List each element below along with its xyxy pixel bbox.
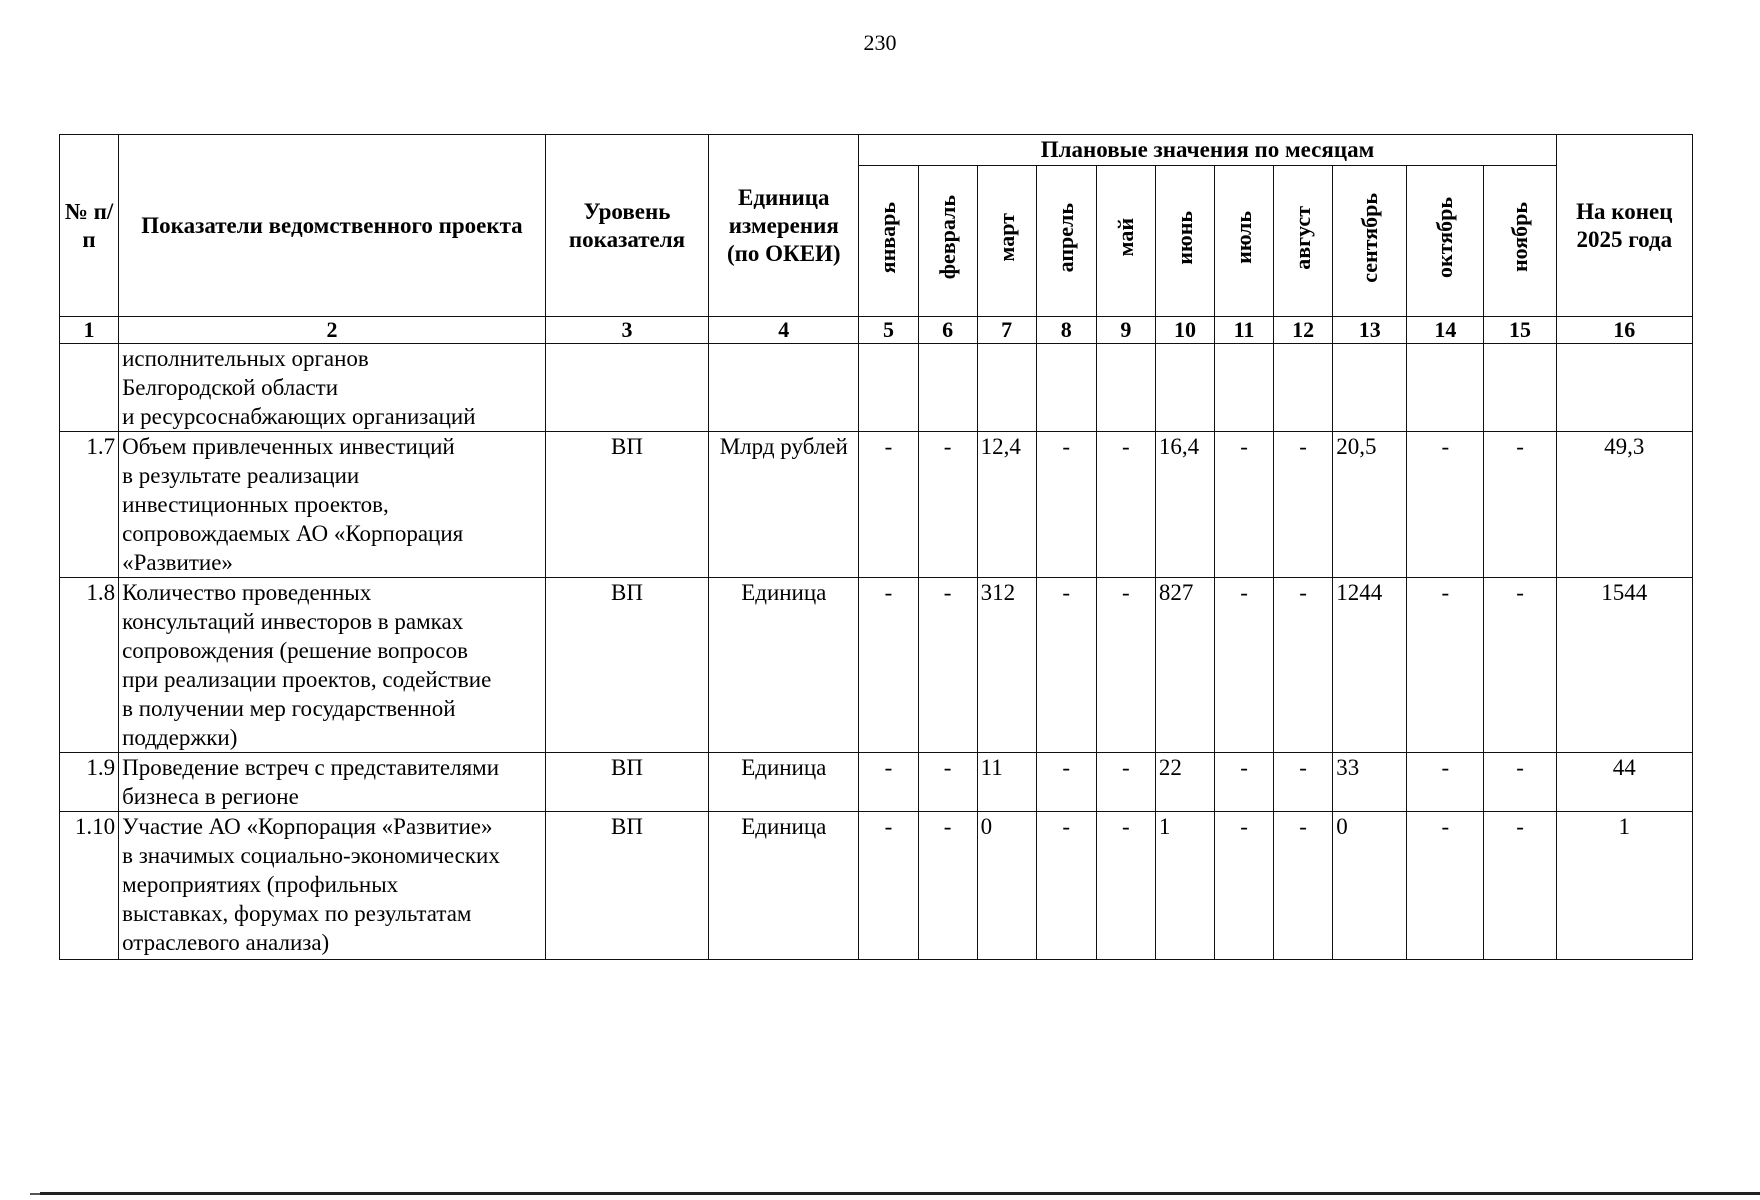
column-number: 6 (918, 317, 977, 344)
indicator-name-line: Объем привлеченных инвестиций (122, 434, 455, 459)
indicator-level (545, 344, 708, 432)
month-value (1333, 344, 1407, 432)
month-value: 20,5 (1333, 432, 1407, 578)
row-number: 1.7 (60, 432, 119, 578)
indicators-table (59, 134, 1693, 960)
table-body (60, 344, 1693, 960)
month-value: - (1274, 812, 1333, 960)
indicator-name (119, 812, 546, 960)
column-number: 14 (1407, 317, 1484, 344)
month-value: - (1215, 432, 1274, 578)
month-value: - (1484, 578, 1556, 753)
month-value: - (1274, 432, 1333, 578)
indicator-name-line: Количество проведенных (122, 580, 372, 605)
header-month (977, 166, 1036, 317)
month-label: январь (875, 201, 901, 274)
header-month (1155, 166, 1214, 317)
month-value: - (1215, 578, 1274, 753)
month-value (977, 344, 1036, 432)
header-month (1036, 166, 1096, 317)
column-number: 13 (1333, 317, 1407, 344)
month-value: - (1407, 578, 1484, 753)
column-numbers-row (60, 317, 1693, 344)
month-value: - (1484, 432, 1556, 578)
column-number: 12 (1274, 317, 1333, 344)
month-value (1274, 344, 1333, 432)
indicator-level: ВП (545, 753, 708, 812)
month-label: ноябрь (1507, 202, 1533, 273)
header-month (1215, 166, 1274, 317)
column-number: 2 (119, 317, 546, 344)
header-no: № п/п (60, 135, 119, 317)
month-label: апрель (1053, 202, 1079, 273)
month-value: 16,4 (1155, 432, 1214, 578)
end-of-year-value: 1 (1556, 812, 1692, 960)
month-label: май (1112, 218, 1138, 257)
indicator-name-line: в значимых социально-экономических (122, 843, 500, 868)
table-row (60, 753, 1693, 812)
month-value: 0 (977, 812, 1036, 960)
indicator-name (119, 753, 546, 812)
bottom-rule (40, 1192, 1760, 1195)
month-value: - (1274, 753, 1333, 812)
month-value (1096, 344, 1155, 432)
indicator-unit (709, 344, 859, 432)
indicator-name-line: бизнеса в регионе (122, 784, 299, 809)
row-number: 1.10 (60, 812, 119, 960)
header-indicator: Показатели ведомственного проекта (119, 135, 546, 317)
indicator-name-line: Участие АО «Корпорация «Развитие» (122, 814, 493, 839)
indicator-name-line: в получении мер государственной (122, 696, 456, 721)
indicator-name-line: «Развитие» (122, 550, 233, 575)
column-number: 10 (1155, 317, 1214, 344)
header-month (1333, 166, 1407, 317)
month-label: март (993, 213, 1019, 262)
indicator-level: ВП (545, 432, 708, 578)
month-value: - (1407, 812, 1484, 960)
table-row (60, 578, 1693, 753)
month-value (859, 344, 918, 432)
month-label: октябрь (1432, 197, 1458, 278)
column-number: 15 (1484, 317, 1556, 344)
month-value: - (918, 432, 977, 578)
end-of-year-value: 1544 (1556, 578, 1692, 753)
end-of-year-value: 49,3 (1556, 432, 1692, 578)
indicator-name-line: отраслевого анализа) (122, 930, 330, 955)
indicator-name-line: поддержки) (122, 725, 238, 750)
column-number: 11 (1215, 317, 1274, 344)
indicator-name-line: сопровождения (решение вопросов (122, 638, 469, 663)
month-value: - (1484, 753, 1556, 812)
indicator-name-line: сопровождаемых АО «Корпорация (122, 521, 464, 546)
month-value: - (1096, 578, 1155, 753)
column-number: 9 (1096, 317, 1155, 344)
month-value: 12,4 (977, 432, 1036, 578)
month-value: - (1274, 578, 1333, 753)
table-row (60, 812, 1693, 960)
indicator-name-line: инвестиционных проектов, (122, 492, 389, 517)
indicator-name-line: Белгородской области (122, 375, 339, 400)
month-value (1407, 344, 1484, 432)
indicator-name (119, 432, 546, 578)
month-value (1036, 344, 1096, 432)
header-unit: Единица измерения (по ОКЕИ) (709, 135, 859, 317)
indicator-name-line: при реализации проектов, содействие (122, 667, 492, 692)
indicator-unit: Единица (709, 578, 859, 753)
month-value: - (1036, 812, 1096, 960)
month-value: 827 (1155, 578, 1214, 753)
table-row (60, 432, 1693, 578)
month-value (1155, 344, 1214, 432)
end-of-year-value (1556, 344, 1692, 432)
month-label: июнь (1171, 210, 1197, 265)
month-value: 1 (1155, 812, 1214, 960)
month-label: июль (1231, 211, 1257, 264)
indicator-name (119, 578, 546, 753)
header-month (1274, 166, 1333, 317)
month-value: - (918, 812, 977, 960)
month-value: - (1407, 432, 1484, 578)
page-number: 230 (863, 30, 897, 55)
month-value: - (1036, 578, 1096, 753)
header-month (1407, 166, 1484, 317)
month-value: - (1215, 753, 1274, 812)
header-monthly-group: Плановые значения по месяцам (859, 135, 1556, 166)
month-value (1215, 344, 1274, 432)
column-number: 7 (977, 317, 1036, 344)
header-month (918, 166, 977, 317)
indicator-unit: Млрд рублей (709, 432, 859, 578)
indicator-name-line: исполнительных органов (122, 346, 369, 371)
month-value: 0 (1333, 812, 1407, 960)
indicator-name-line: консультаций инвесторов в рамках (122, 609, 464, 634)
column-number: 3 (545, 317, 708, 344)
month-value: - (1036, 753, 1096, 812)
month-value: 11 (977, 753, 1036, 812)
indicator-name (119, 344, 546, 432)
indicator-name-line: выставках, форумах по результатам (122, 901, 472, 926)
month-value: 1244 (1333, 578, 1407, 753)
column-number: 8 (1036, 317, 1096, 344)
indicator-level: ВП (545, 812, 708, 960)
header-month (859, 166, 918, 317)
header-end-of-year: На конец 2025 года (1556, 135, 1692, 317)
month-value: 33 (1333, 753, 1407, 812)
month-value: 22 (1155, 753, 1214, 812)
month-label: сентябрь (1356, 192, 1382, 283)
month-label: август (1290, 205, 1316, 270)
end-of-year-value: 44 (1556, 753, 1692, 812)
month-value: - (859, 578, 918, 753)
month-value: - (859, 753, 918, 812)
indicator-name-line: в результате реализации (122, 463, 360, 488)
month-value: - (1215, 812, 1274, 960)
month-value: - (1096, 432, 1155, 578)
month-value: 312 (977, 578, 1036, 753)
row-number (60, 344, 119, 432)
table-row (60, 344, 1693, 432)
month-value: - (918, 753, 977, 812)
row-number: 1.8 (60, 578, 119, 753)
header-month (1096, 166, 1155, 317)
indicator-name-line: Проведение встреч с представителями (122, 755, 500, 780)
column-number: 4 (709, 317, 859, 344)
indicator-name-line: и ресурсоснабжающих организаций (122, 404, 476, 429)
month-value: - (859, 812, 918, 960)
month-value: - (918, 578, 977, 753)
header-month (1484, 166, 1556, 317)
month-value: - (1096, 753, 1155, 812)
column-number: 16 (1556, 317, 1692, 344)
month-value: - (1036, 432, 1096, 578)
indicator-unit: Единица (709, 753, 859, 812)
month-value: - (1407, 753, 1484, 812)
indicator-unit: Единица (709, 812, 859, 960)
column-number: 1 (60, 317, 119, 344)
month-value: - (859, 432, 918, 578)
indicator-name-line: мероприятиях (профильных (122, 872, 399, 897)
header-level: Уровень показателя (545, 135, 708, 317)
month-value: - (1484, 812, 1556, 960)
row-number: 1.9 (60, 753, 119, 812)
indicator-level: ВП (545, 578, 708, 753)
month-value: - (1096, 812, 1155, 960)
month-value (918, 344, 977, 432)
month-value (1484, 344, 1556, 432)
column-number: 5 (859, 317, 918, 344)
month-label: февраль (934, 195, 960, 280)
